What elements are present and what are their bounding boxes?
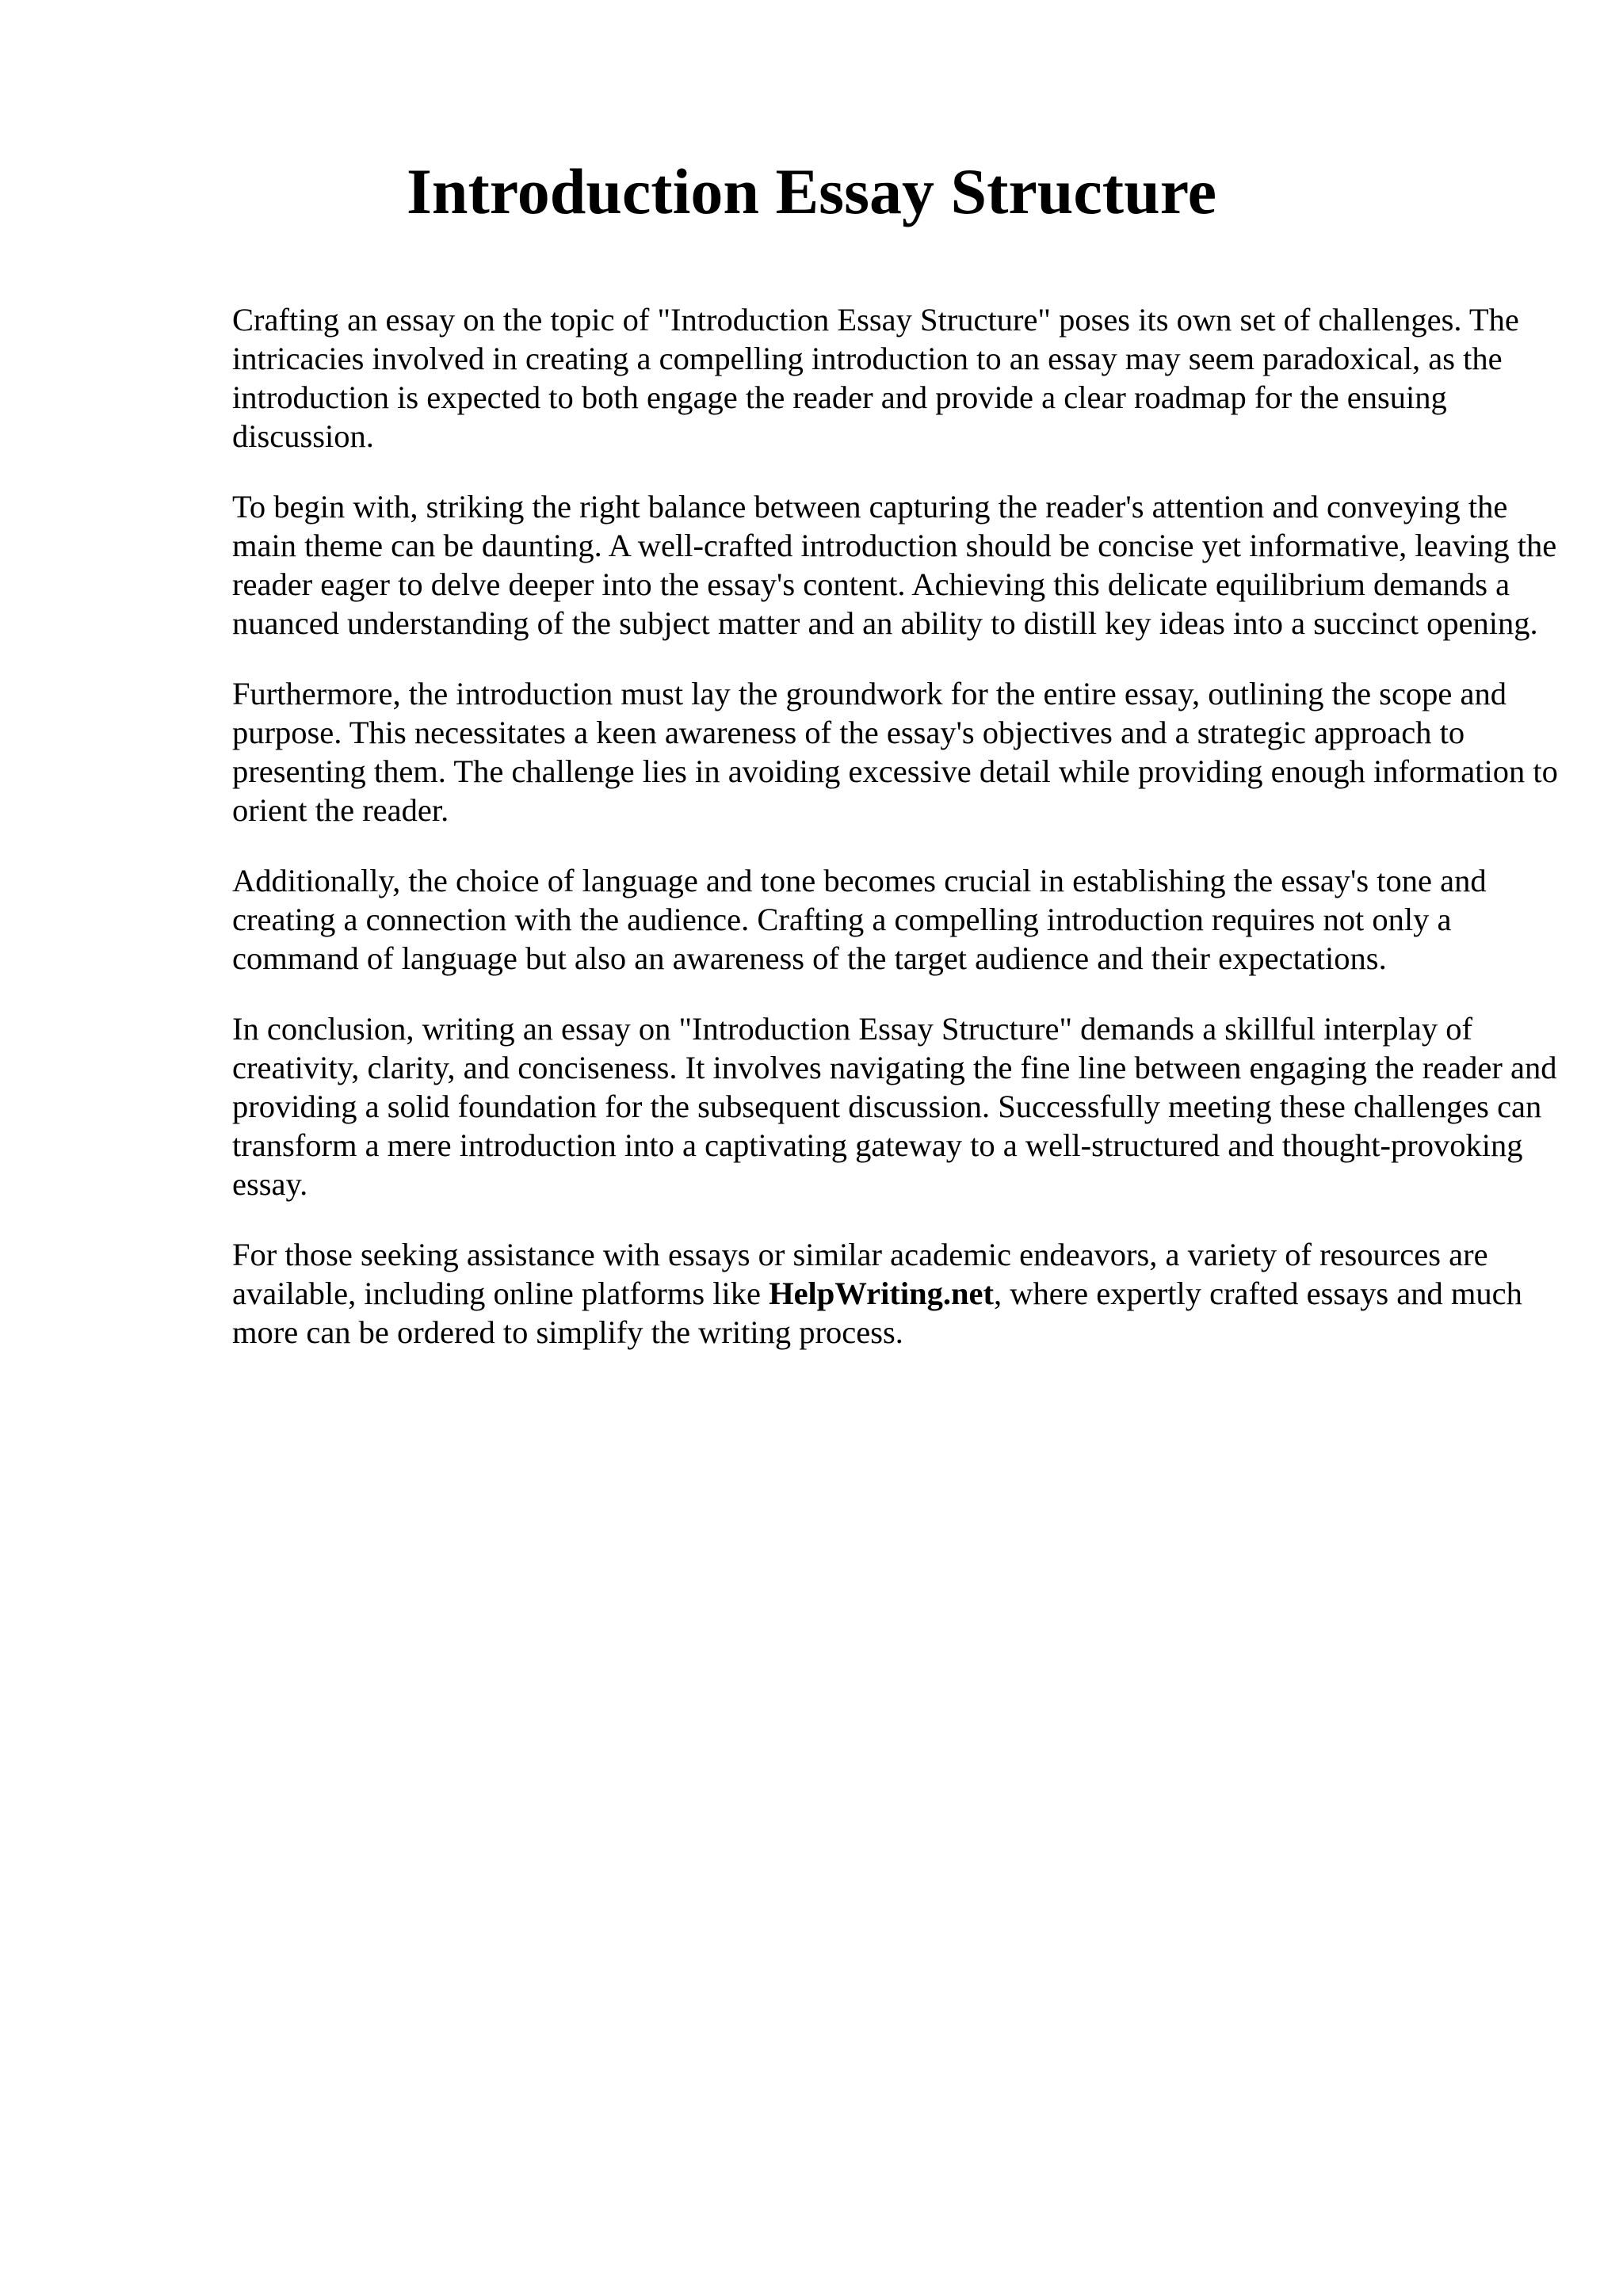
paragraph-closing [232,1235,1564,1352]
document-body [232,300,1564,1383]
paragraph-conclusion: In conclusion, writing an essay on "Introduction Essay Structure" demands a skillful interplay of creativity, clarity, and conciseness. It involves navigating the fine line between engaging the reader and providing a solid foundation for the subsequent discussion. Successfully meeting these challenges can transform a mere introduction into a captivating gateway to a well-structured and thought-provoking essay. [232,1011,1557,1202]
closing-text-before: For those seeking assistance with essays or similar academic endeavors, a variety of resources are available, including online platforms like [232,1237,1488,1311]
page-title: Introduction Essay Structure [406,155,1217,227]
paragraph-language: Additionally, the choice of language and tone becomes crucial in establishing the essay's tone and creating a connection with the audience. Crafting a compelling introduction requires not only a command of language but also an awareness of the target audience and their expectations. [232,863,1487,976]
paragraph-balance: To begin with, striking the right balance between capturing the reader's attention and conveying the main theme can be daunting. A well-crafted introduction should be concise yet informative, leaving the reader eager to delve deeper into the essay's content. Achieving this delicate equilibrium demands a nuanced understanding of the subject matter and an ability to distill key ideas into a succinct opening. [232,489,1557,641]
paragraph-intro: Crafting an essay on the topic of "Introduction Essay Structure" poses its own set of challenges. The intricacies involved in creating a compelling introduction to an essay may seem paradoxical, as the introduction is expected to both engage the reader and provide a clear roadmap for the ensuing discussion. [232,302,1519,454]
closing-text-after: , where expertly crafted essays and much more can be ordered to simplify the writing process. [232,1276,1522,1350]
helpwriting-link[interactable]: HelpWriting.net [769,1276,994,1311]
paragraph-groundwork: Furthermore, the introduction must lay the groundwork for the entire essay, outlining the scope and purpose. This necessitates a keen awareness of the essay's objectives and a strategic approach to presenting them. The challenge lies in avoiding excessive detail while providing enough information to orient the reader. [232,676,1558,828]
